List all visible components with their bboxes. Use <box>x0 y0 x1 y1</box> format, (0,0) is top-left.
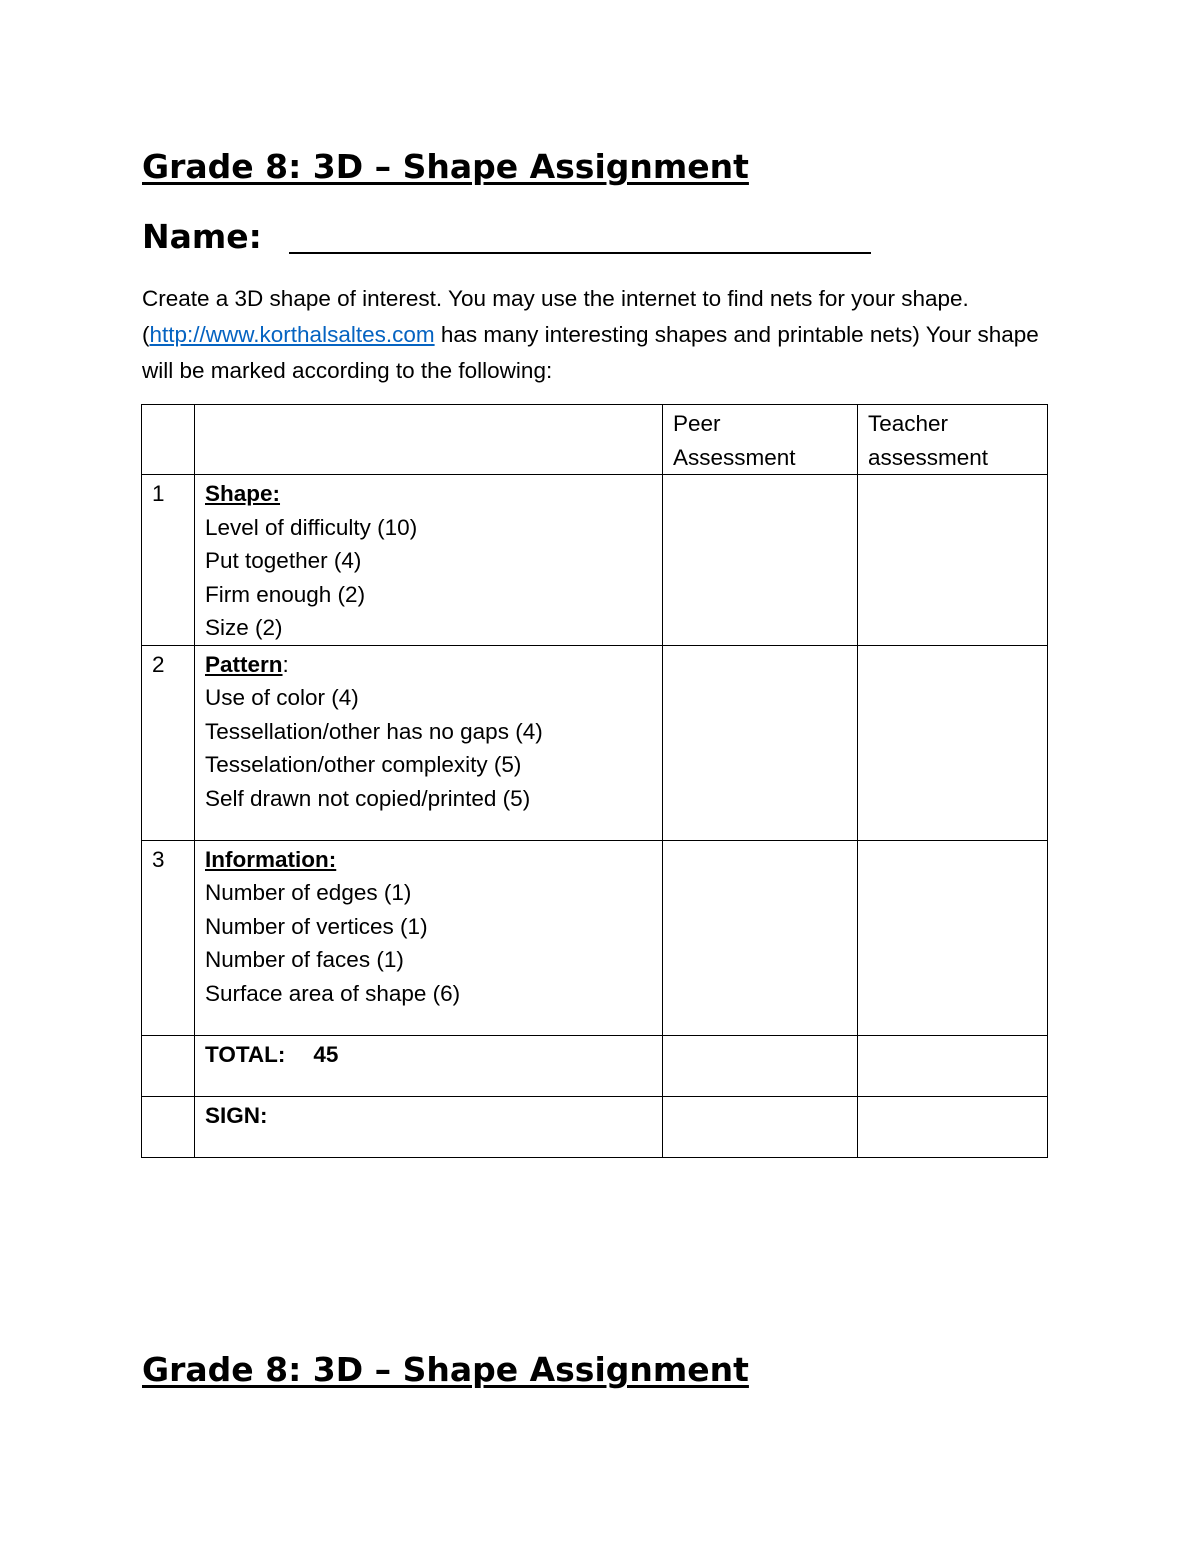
peer-score-cell[interactable] <box>663 645 858 840</box>
category-title: Information: <box>205 846 337 872</box>
category-heading <box>205 477 652 511</box>
header-peer-assessment: Peer Assessment <box>663 405 858 475</box>
row-number: 1 <box>142 475 195 646</box>
row-number: 3 <box>142 840 195 1035</box>
instructions-text-2: has many interesting shapes and printable nets) Your shape will be marked according to the following: <box>142 322 1039 383</box>
teacher-score-cell[interactable] <box>858 475 1048 646</box>
table-header-row <box>142 405 1048 475</box>
criteria-item: Number of faces (1) <box>205 947 404 972</box>
teacher-score-cell[interactable] <box>858 840 1048 1035</box>
row-number-empty <box>142 1035 195 1096</box>
instructions-paragraph <box>142 281 1062 389</box>
instructions-text-1: Create a 3D shape of interest. You may use the internet to find nets for your shape. ( <box>142 286 969 347</box>
criteria-cell <box>195 840 663 1035</box>
sign-cell <box>195 1096 663 1157</box>
peer-total-cell[interactable] <box>663 1035 858 1096</box>
criteria-item: Number of vertices (1) <box>205 913 428 939</box>
peer-score-cell[interactable] <box>663 475 858 646</box>
total-row <box>142 1035 1048 1096</box>
criteria-item: Self drawn not copied/printed (5) <box>205 785 531 811</box>
total-label: TOTAL: <box>205 1041 286 1067</box>
criteria-cell <box>195 475 663 646</box>
criteria-item: Surface area of shape (6) <box>205 980 461 1006</box>
criteria-item: Number of edges (1) <box>205 880 412 905</box>
teacher-score-cell[interactable] <box>858 645 1048 840</box>
row-number-empty <box>142 1096 195 1157</box>
page-title-repeat: Grade 8: 3D – Shape Assignment <box>142 1350 749 1389</box>
header-teacher-assessment: Teacher assessment <box>858 405 1048 475</box>
category-heading <box>205 648 652 682</box>
category-title: Pattern <box>205 651 283 677</box>
peer-sign-cell[interactable] <box>663 1096 858 1157</box>
row-number: 2 <box>142 645 195 840</box>
category-suffix: : <box>282 651 289 677</box>
criteria-item: Firm enough (2) <box>205 581 366 607</box>
category-title: Shape: <box>205 481 281 506</box>
name-blank-line[interactable] <box>289 252 871 254</box>
sign-row <box>142 1096 1048 1157</box>
table-row <box>142 475 1048 646</box>
total-value: 45 <box>313 1041 339 1067</box>
criteria-item: Level of difficulty (10) <box>205 514 418 540</box>
category-heading <box>205 843 652 877</box>
criteria-item: Tesselation/other complexity (5) <box>205 752 522 777</box>
sign-label: SIGN: <box>205 1102 268 1128</box>
peer-score-cell[interactable] <box>663 840 858 1035</box>
criteria-cell <box>195 645 663 840</box>
teacher-total-cell[interactable] <box>858 1035 1048 1096</box>
table-row <box>142 645 1048 840</box>
total-cell <box>195 1035 663 1096</box>
korthalsaltes-link[interactable]: http://www.korthalsaltes.com <box>149 322 435 347</box>
teacher-sign-cell[interactable] <box>858 1096 1048 1157</box>
criteria-item: Use of color (4) <box>205 685 359 710</box>
criteria-item: Tessellation/other has no gaps (4) <box>205 718 543 744</box>
criteria-item: Put together (4) <box>205 548 362 573</box>
page-title: Grade 8: 3D – Shape Assignment <box>142 147 749 186</box>
table-row <box>142 840 1048 1035</box>
name-label: Name: <box>142 217 262 256</box>
header-num-cell <box>142 405 195 475</box>
header-criteria-cell <box>195 405 663 475</box>
criteria-item: Size (2) <box>205 615 283 640</box>
rubric-table <box>141 404 1048 1158</box>
